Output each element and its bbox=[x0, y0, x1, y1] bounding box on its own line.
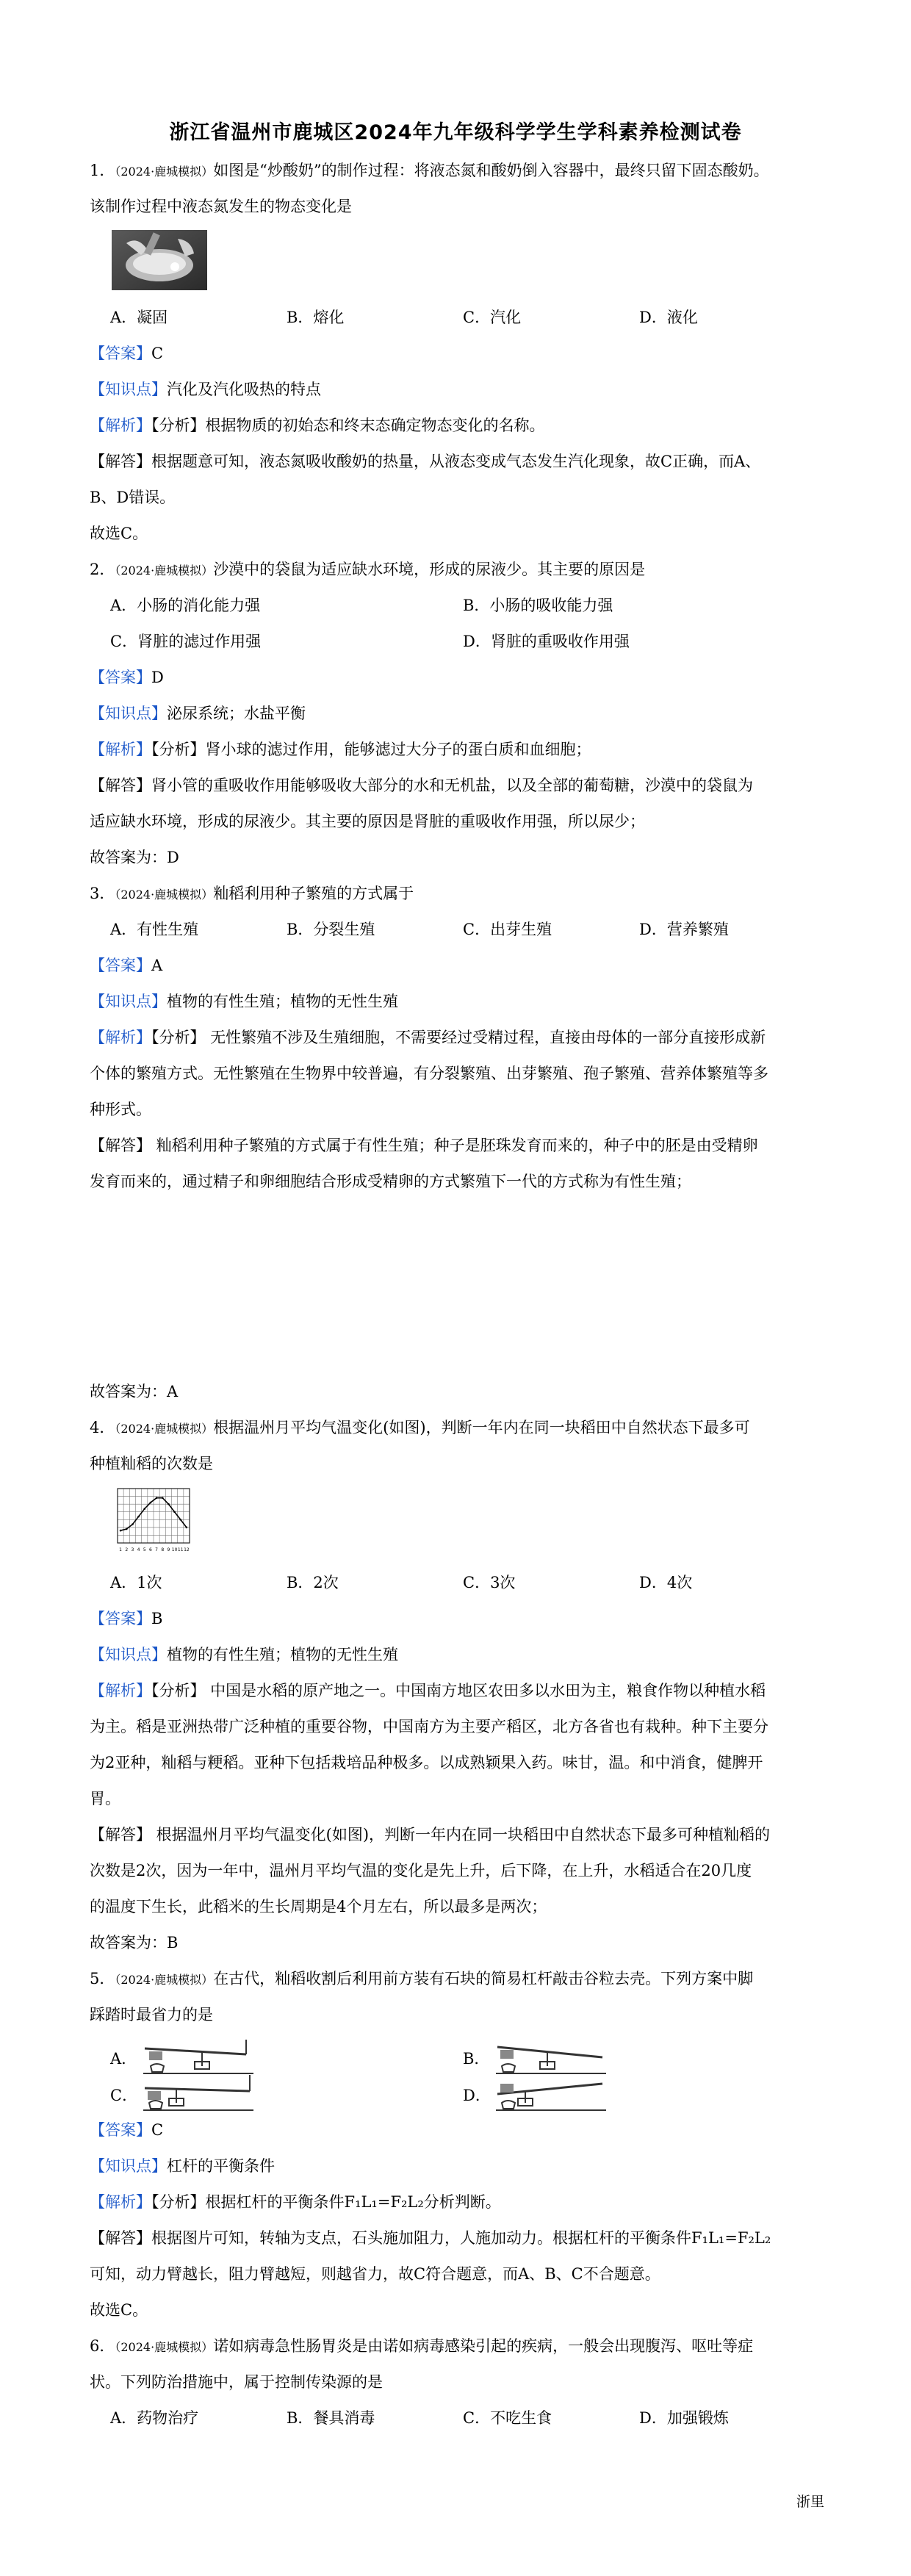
chart-x-tick-label: 3 bbox=[131, 1547, 134, 1553]
chart-x-tick-label: 8 bbox=[161, 1547, 165, 1553]
q5-analysis: 【解析】【分析】根据杠杆的平衡条件F₁L₁=F₂L₂分析判断。 bbox=[90, 2193, 501, 2211]
q6-option-d: D．加强锻炼 bbox=[639, 2409, 729, 2427]
q6-option-c: C．不吃生食 bbox=[463, 2409, 552, 2427]
chart-point bbox=[162, 1497, 164, 1499]
q4-option-b: B．2次 bbox=[287, 1574, 339, 1591]
page-footer: 浙里 bbox=[796, 2494, 824, 2510]
q5-knowledge: 【知识点】杠杆的平衡条件 bbox=[90, 2157, 275, 2175]
q3-option-a: A．有性生殖 bbox=[110, 921, 199, 938]
q4-analysis-line4: 胃。 bbox=[90, 1790, 120, 1807]
q2-solution-line2: 适应缺水环境，形成的尿液少。其主要的原因是肾脏的重吸收作用强，所以尿少； bbox=[90, 813, 645, 830]
chart-point bbox=[156, 1497, 158, 1499]
q4-conclusion: 故答案为：B bbox=[90, 1934, 179, 1951]
q3-analysis-line3: 种形式。 bbox=[90, 1101, 151, 1118]
q6-stem: 6．（2024·鹿城模拟）诺如病毒急性肠胃炎是由诺如病毒感染引起的疾病，一般会出现腹泻、呕吐等症 bbox=[90, 2337, 754, 2355]
q1-stem-line2: 该制作过程中液态氮发生的物态变化是 bbox=[90, 198, 352, 215]
q4-knowledge: 【知识点】植物的有性生殖；植物的无性生殖 bbox=[90, 1646, 398, 1663]
q1-answer: 【答案】C bbox=[90, 345, 164, 362]
q1-conclusion: 故选C。 bbox=[90, 525, 148, 542]
q5-option-d-lever-diagram bbox=[496, 2069, 606, 2112]
chart-x-tick-label: 5 bbox=[143, 1547, 146, 1553]
chart-point bbox=[186, 1527, 188, 1529]
q1-solution: 【解答】根据题意可知，液态氮吸收酸奶的热量，从液态变成气态发生汽化现象，故C正确，而A、 bbox=[90, 453, 761, 470]
q2-option-c: C．肾脏的滤过作用强 bbox=[110, 633, 262, 650]
q5-option-a: A． bbox=[110, 2050, 137, 2068]
q1-option-a: A．凝固 bbox=[110, 309, 168, 326]
q4-solution: 【解答】 根据温州月平均气温变化(如图)，判断一年内在同一块稻田中自然状态下最多可种植籼稻的 bbox=[90, 1826, 771, 1843]
q2-answer: 【答案】D bbox=[90, 669, 164, 686]
chart-point bbox=[173, 1511, 176, 1513]
q5-solution-line2: 可知，动力臂越长，阻力臂越短，则越省力，故C符合题意，而A、B、C不合题意。 bbox=[90, 2265, 660, 2283]
chart-x-tick-label: 11 bbox=[177, 1547, 184, 1553]
q4-solution-line2: 次数是2次，因为一年中，温州月平均气温的变化是先上升，后下降，在上升，水稻适合在20几度 bbox=[90, 1862, 752, 1879]
q2-solution: 【解答】肾小管的重吸收作用能够吸收大部分的水和无机盐，以及全部的葡萄糖，沙漠中的袋鼠为 bbox=[90, 777, 753, 794]
chart-x-tick-label: 4 bbox=[137, 1547, 140, 1553]
chart-x-tick-label: 2 bbox=[125, 1547, 129, 1553]
q4-option-a: A．1次 bbox=[110, 1574, 162, 1591]
q5-option-d: D． bbox=[463, 2087, 491, 2104]
q4-analysis-line3: 为2亚种，籼稻与粳稻。亚种下包括栽培品种极多。以成熟颖果入药。味甘，温。和中消食，健脾开 bbox=[90, 1754, 763, 1771]
chart-x-tick-label: 7 bbox=[155, 1547, 158, 1553]
q4-solution-line3: 的温度下生长，此稻米的生长周期是4个月左右，所以最多是两次； bbox=[90, 1898, 547, 1915]
chart-point bbox=[179, 1519, 181, 1521]
q3-answer: 【答案】A bbox=[90, 957, 163, 974]
q5-solution: 【解答】根据图片可知，转轴为支点，石头施加阻力，人施加动力。根据杠杆的平衡条件F₁L₁=F₂L₂ bbox=[90, 2229, 771, 2247]
chart-x-tick-label: 9 bbox=[167, 1547, 170, 1553]
q2-option-d: D．肾脏的重吸收作用强 bbox=[463, 633, 630, 650]
q6-option-b: B．餐具消毒 bbox=[287, 2409, 375, 2427]
q4-temperature-chart bbox=[110, 1484, 192, 1553]
q1-solution-line2: B、D错误。 bbox=[90, 489, 176, 506]
q3-analysis: 【解析】【分析】 无性繁殖不涉及生殖细胞，不需要经过受精过程，直接由母体的一部分直接形成新 bbox=[90, 1029, 766, 1046]
q5-option-b: B． bbox=[463, 2050, 490, 2068]
chart-point bbox=[137, 1516, 140, 1518]
q6-option-a: A．药物治疗 bbox=[110, 2409, 199, 2427]
chart-x-tick-label: 12 bbox=[184, 1547, 190, 1553]
q5-option-c-lever-diagram bbox=[143, 2069, 253, 2112]
q3-analysis-line2: 个体的繁殖方式。无性繁殖在生物界中较普遍，有分裂繁殖、出芽繁殖、孢子繁殖、营养体繁殖等多 bbox=[90, 1065, 768, 1082]
q1-knowledge: 【知识点】汽化及汽化吸热的特点 bbox=[90, 381, 321, 398]
q1-option-b: B．熔化 bbox=[287, 309, 345, 326]
chart-point bbox=[168, 1503, 170, 1505]
q3-solution-line2: 发育而来的，通过精子和卵细胞结合形成受精卵的方式繁殖下一代的方式称为有性生殖； bbox=[90, 1173, 691, 1190]
q4-analysis-line2: 为主。稻是亚洲热带广泛种植的重要谷物，中国南方为主要产稻区，北方各省也有栽种。种下主要分 bbox=[90, 1718, 768, 1735]
chart-point bbox=[126, 1528, 128, 1530]
q4-stem-line2: 种植籼稻的次数是 bbox=[90, 1455, 213, 1472]
q4-option-c: C．3次 bbox=[463, 1574, 516, 1591]
q2-analysis: 【解析】【分析】肾小球的滤过作用，能够滤过大分子的蛋白质和血细胞； bbox=[90, 741, 591, 758]
q5-option-c: C． bbox=[110, 2087, 138, 2104]
q2-conclusion: 故答案为：D bbox=[90, 849, 179, 866]
q6-stem-line2: 状。下列防治措施中，属于控制传染源的是 bbox=[90, 2373, 383, 2391]
q3-conclusion: 故答案为：A bbox=[90, 1383, 179, 1400]
q1-option-c: C．汽化 bbox=[463, 309, 522, 326]
q4-answer: 【答案】B bbox=[90, 1610, 163, 1627]
q3-option-c: C．出芽生殖 bbox=[463, 921, 552, 938]
q5-conclusion: 故选C。 bbox=[90, 2301, 148, 2319]
q2-stem: 2．（2024·鹿城模拟）沙漠中的袋鼠为适应缺水环境，形成的尿液少。其主要的原因是 bbox=[90, 561, 646, 578]
q5-answer: 【答案】C bbox=[90, 2121, 164, 2139]
q1-option-d: D．液化 bbox=[639, 309, 698, 326]
chart-x-tick-label: 6 bbox=[149, 1547, 152, 1553]
chart-x-tick-label: 10 bbox=[171, 1547, 178, 1553]
q4-analysis: 【解析】【分析】 中国是水稻的原产地之一。中国南方地区农田多以水田为主，粮食作物以种植水稻 bbox=[90, 1682, 766, 1699]
q1-stem: 1．（2024·鹿城模拟）如图是“炒酸奶”的制作过程：将液态氮和酸奶倒入容器中，最终只留下固态酸奶。 bbox=[90, 162, 769, 179]
q3-solution: 【解答】 籼稻利用种子繁殖的方式属于有性生殖；种子是胚珠发育而来的，种子中的胚是由受精卵 bbox=[90, 1137, 758, 1154]
chart-point bbox=[143, 1508, 145, 1510]
q1-photo bbox=[112, 230, 207, 290]
q5-stem: 5．（2024·鹿城模拟）在古代，籼稻收割后利用前方装有石块的简易杠杆敲击谷粒去壳。下列方案中脚 bbox=[90, 1970, 754, 1987]
chart-x-tick-label: 1 bbox=[119, 1547, 122, 1553]
q3-option-d: D．营养繁殖 bbox=[639, 921, 729, 938]
q1-analysis: 【解析】【分析】根据物质的初始态和终末态确定物态变化的名称。 bbox=[90, 417, 545, 434]
page-title: 浙江省温州市鹿城区2024年九年级科学学生学科素养检测试卷 bbox=[169, 121, 742, 144]
q2-option-a: A．小肠的消化能力强 bbox=[110, 597, 261, 614]
chart-point bbox=[120, 1530, 122, 1532]
chart-point bbox=[132, 1523, 134, 1525]
q3-option-b: B．分裂生殖 bbox=[287, 921, 375, 938]
chart-point bbox=[150, 1502, 152, 1504]
q5-stem-line2: 踩踏时最省力的是 bbox=[90, 2006, 213, 2023]
q2-option-b: B．小肠的吸收能力强 bbox=[463, 597, 613, 614]
q4-stem: 4．（2024·鹿城模拟）根据温州月平均气温变化(如图)，判断一年内在同一块稻田中自然状态下最多可 bbox=[90, 1419, 750, 1436]
q4-option-d: D．4次 bbox=[639, 1574, 693, 1591]
q3-stem: 3．（2024·鹿城模拟）籼稻利用种子繁殖的方式属于 bbox=[90, 885, 414, 902]
q2-knowledge: 【知识点】泌尿系统；水盐平衡 bbox=[90, 705, 306, 722]
q3-knowledge: 【知识点】植物的有性生殖；植物的无性生殖 bbox=[90, 993, 398, 1010]
